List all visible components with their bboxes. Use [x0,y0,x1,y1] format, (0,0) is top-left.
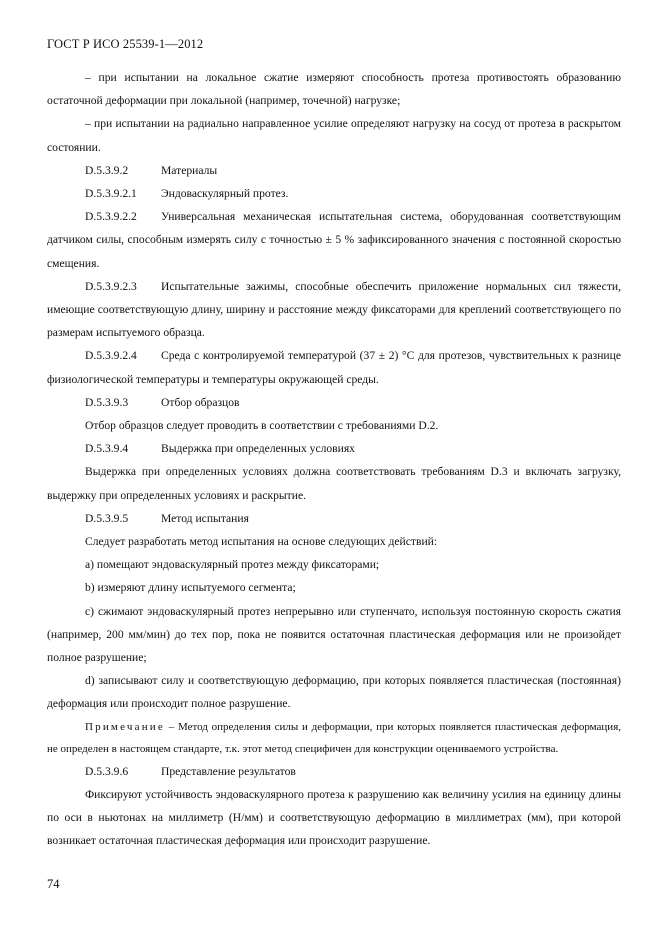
section-title: Выдержка при определенных условиях [161,442,355,456]
document-body [47,66,621,853]
list-item-a: a) помещают эндоваскулярный протез между фиксаторами; [85,558,380,572]
section-number: D.5.3.9.5 [85,511,129,525]
note [47,716,621,760]
document-header: ГОСТ Р ИСО 25539-1—2012 [47,37,204,51]
section-title: Представление результатов [161,764,296,778]
page-number: 74 [47,877,60,891]
section-endovascular-prosthesis [47,182,621,205]
section-testing-system [47,205,621,275]
section-number: D.5.3.9.2.1 [85,187,137,201]
section-materials [47,159,621,182]
section-title: Материалы [161,163,218,177]
section-number: D.5.3.9.3 [85,395,129,409]
section-title: Метод испытания [161,511,249,525]
section-number: D.5.3.9.2.4 [85,349,137,363]
paragraph-conditioning: Выдержка при определенных условиях должна соответствовать требованиям D.3 и включать загрузку, выдержку при определенных условиях и раскрытие. [47,465,621,502]
paragraph-local-compression: – при испытании на локальное сжатие измеряют способность протеза противостоять образованию остаточной деформации при локальной (например, точечной) нагрузке; [47,71,621,108]
section-number: D.5.3.9.6 [85,764,129,778]
note-text: – Метод определения силы и деформации, при которых появляется пластическая деформация, не определен в настоящем стандарте, т.к. этот метод специфичен для конструкции оцениваемого устройства. [47,720,622,755]
section-text: Универсальная механическая испытательная система, оборудованная соответствующим датчиком силы, способным измерять силу с точностью ± 5 % зафиксированного значения с постоянной скоростью смещения. [47,210,621,270]
list-item-d: d) записывают силу и соответствующую деформацию, при которых появляется пластическая (постоянная) деформация или происходит полное разрушение. [47,674,621,711]
section-sampling [47,391,621,414]
section-conditioning [47,437,621,460]
section-text: Среда с контролируемой температурой (37 ± 2) °С для протезов, чувствительных к разнице физиологической температуры и температуры окружающей среды. [47,349,621,386]
section-results [47,760,621,783]
section-title: Отбор образцов [161,395,240,409]
section-text: Испытательные зажимы, способные обеспечить приложение нормальных сил тяжести, имеющие соответствующую длину, ширину и расстояние между фиксаторами для креплений соответствующего по размерам испытуемого образца. [47,279,621,340]
note-label: Примечание [85,720,165,733]
paragraph-results: Фиксируют устойчивость эндоваскулярного протеза к разрушению как величину усилия на единицу длины по оси в ньютонах на миллиметр (Н/мм) и соответствующую деформацию в миллиметрах (мм), при которой возникает остаточная пластическая деформация или происходит разрушение. [47,787,621,848]
list-item-c: c) сжимают эндоваскулярный протез непрерывно или ступенчато, используя постоянную скорость сжатия (например, 200 мм/мин) до тех пор, пока не появится остаточная пластическая деформация или не произойдет полное разрушение; [47,604,621,665]
paragraph-radial-force: – при испытании на радиально направленное усилие определяют нагрузку на сосуд от протеза в раскрытом состоянии. [47,117,621,154]
section-test-method [47,507,621,530]
paragraph-test-method-intro: Следует разработать метод испытания на основе следующих действий: [85,535,438,549]
paragraph-sampling: Отбор образцов следует проводить в соответствии с требованиями D.2. [85,419,439,433]
section-test-clamps [47,275,621,345]
section-text: Эндоваскулярный протез. [161,187,289,201]
section-number: D.5.3.9.4 [85,442,129,456]
list-item-b: b) измеряют длину испытуемого сегмента; [85,581,296,595]
section-number: D.5.3.9.2 [85,163,129,177]
section-temperature-environment [47,344,621,390]
section-number: D.5.3.9.2.2 [85,210,137,224]
section-number: D.5.3.9.2.3 [85,279,137,293]
